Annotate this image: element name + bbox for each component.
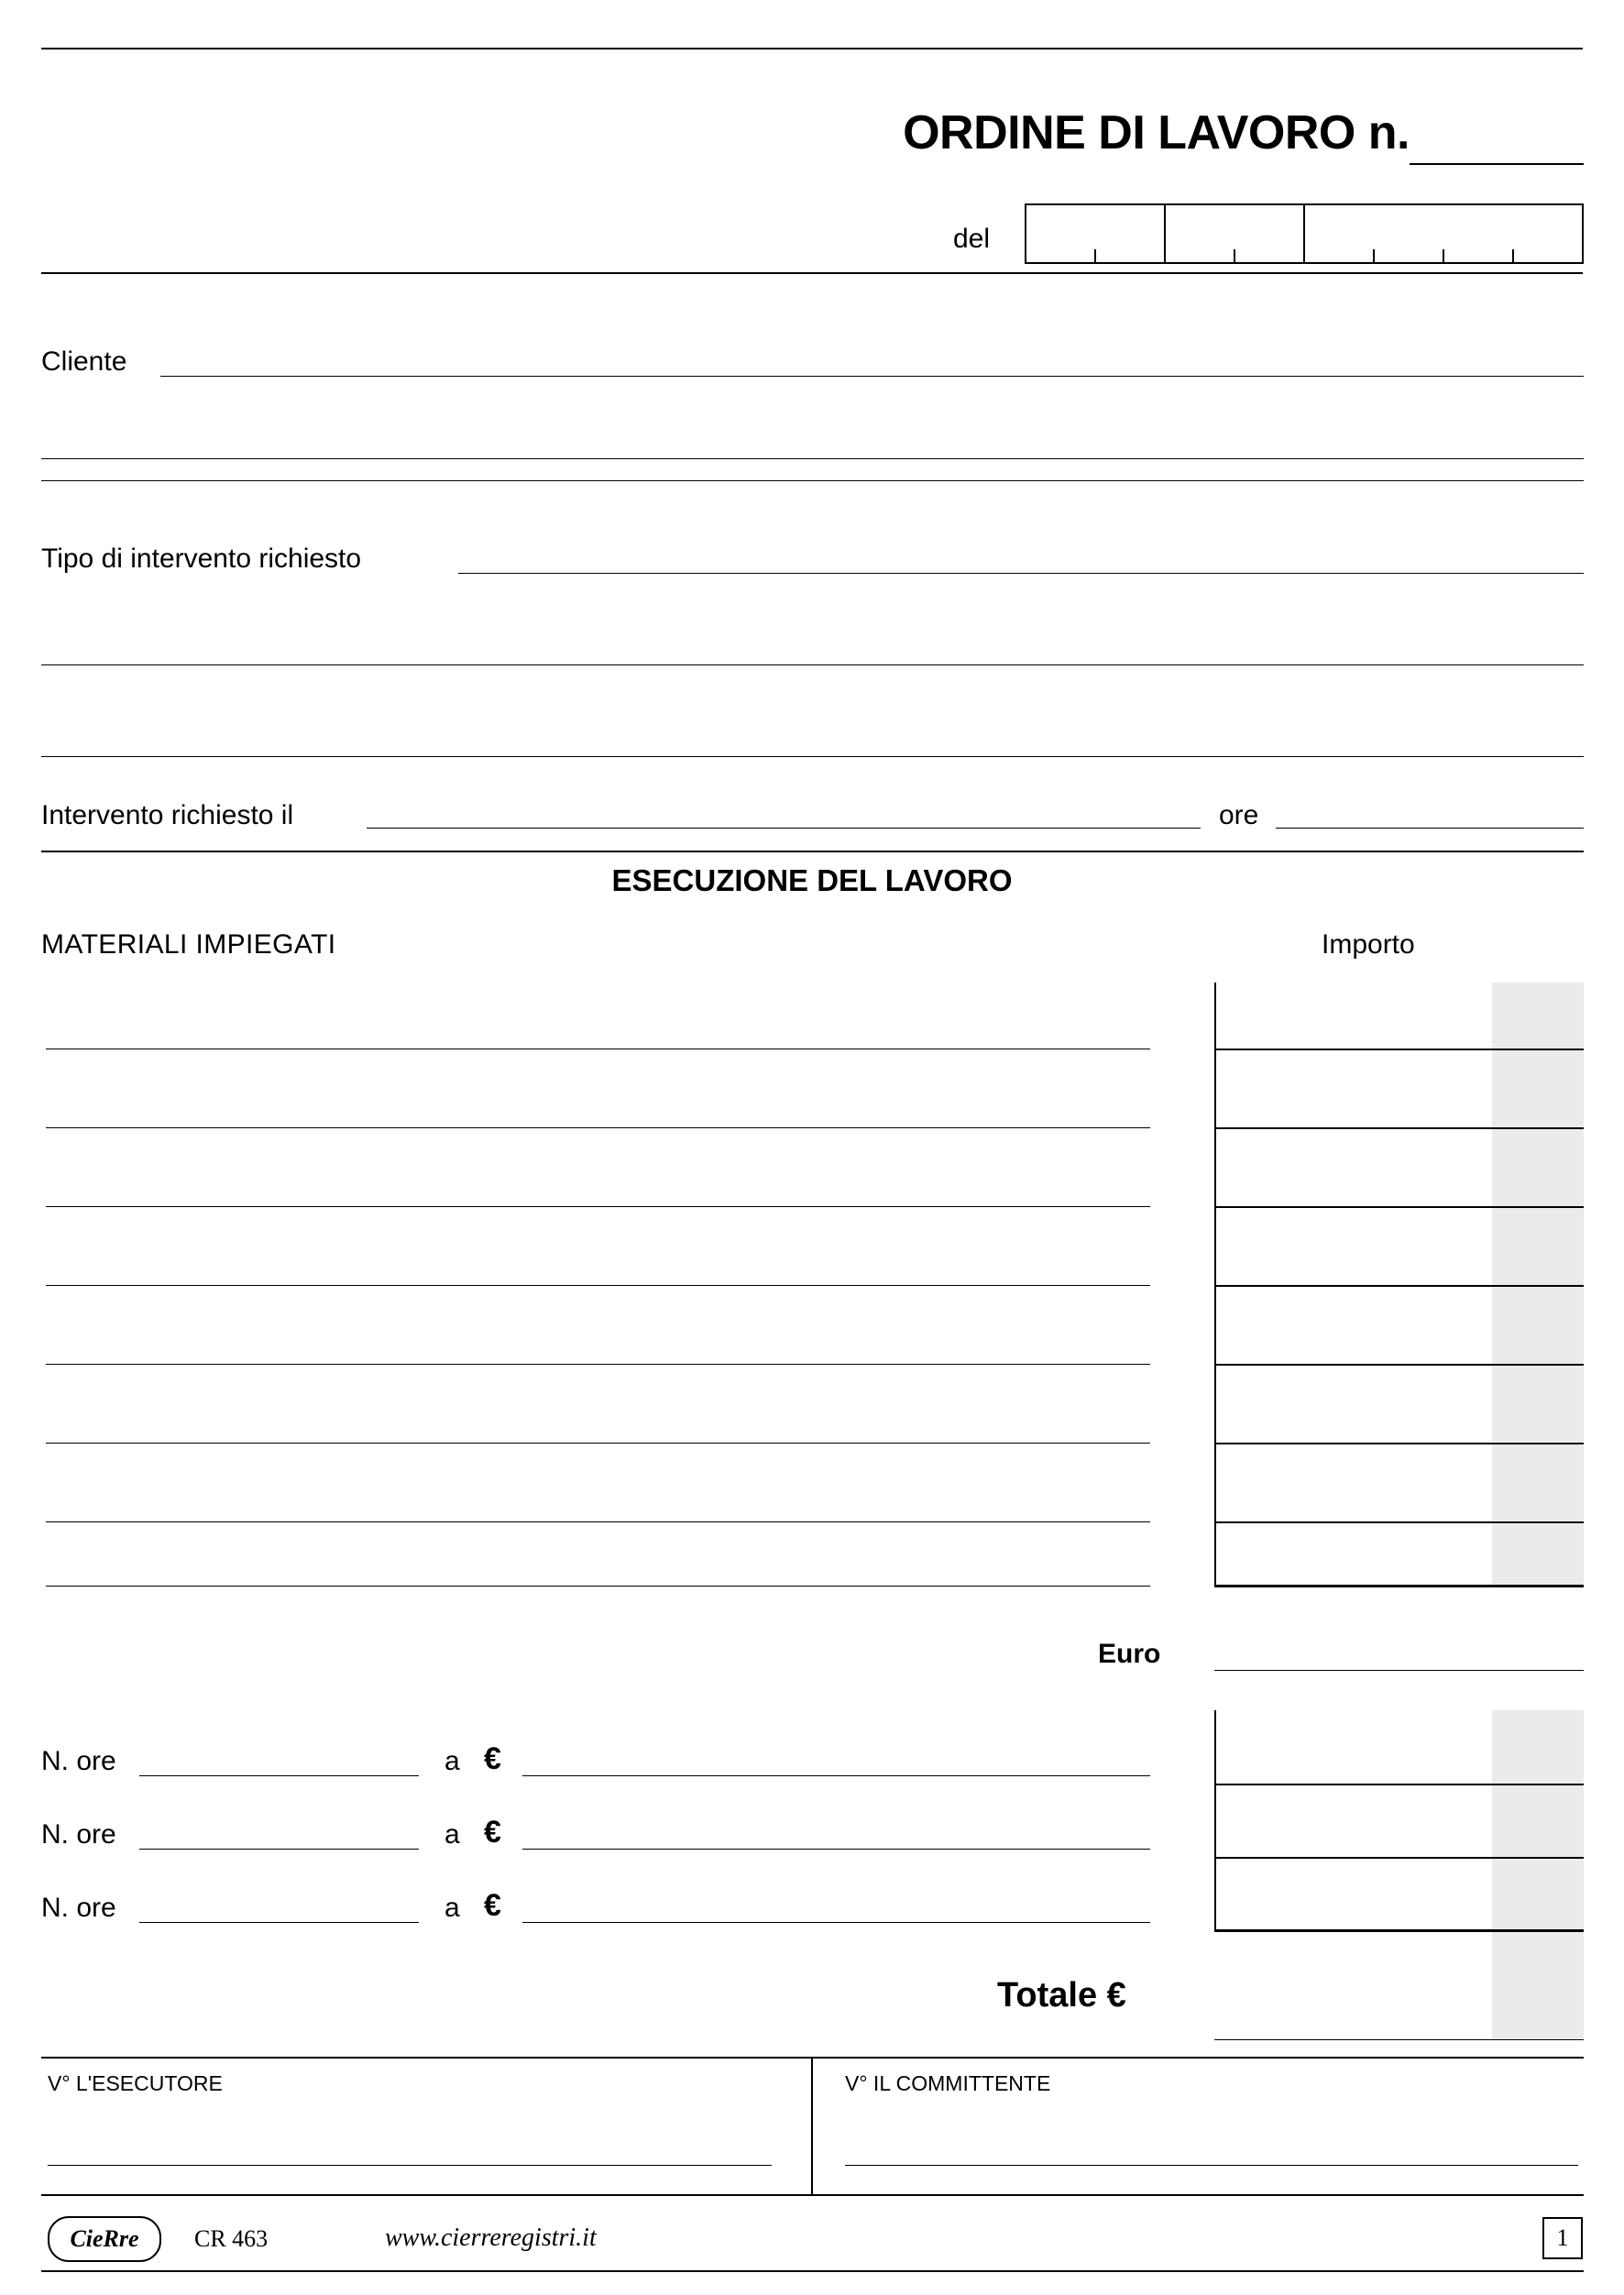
cliente-label: Cliente: [41, 346, 127, 377]
n-ore-label: N. ore: [41, 1893, 116, 1923]
tipo-intervento-input-line-3[interactable]: [41, 756, 1584, 757]
order-number-input-line[interactable]: [1410, 163, 1584, 165]
euro-subtotal-input-line[interactable]: [1214, 1670, 1584, 1671]
cierre-logo: CieRre: [48, 2216, 161, 2262]
page-title: ORDINE DI LAVORO n.: [903, 106, 1410, 159]
hours-amount-grid[interactable]: [1214, 1710, 1584, 1932]
importo-amount-grid[interactable]: [1214, 983, 1584, 1587]
n-ore-connector-label: a: [444, 1819, 460, 1850]
importo-grid-row-line: [1214, 1521, 1584, 1523]
n-ore-hours-input-line[interactable]: [139, 1849, 419, 1850]
n-ore-hours-input-line[interactable]: [139, 1922, 419, 1923]
ore-label: ore: [1219, 800, 1259, 830]
materiali-input-line[interactable]: [46, 1521, 1150, 1522]
header-bottom-rule: [41, 272, 1583, 274]
committente-signature-line[interactable]: [845, 2165, 1578, 2166]
signature-divider: [811, 2057, 813, 2194]
form-code: CR 463: [194, 2225, 269, 2252]
importo-grid-row-line: [1214, 1127, 1584, 1129]
totale-cents-column-shade: [1492, 1932, 1584, 2039]
euro-symbol-icon: €: [484, 1741, 501, 1776]
esecutore-signature-line[interactable]: [48, 2165, 772, 2166]
n-ore-rate-input-line[interactable]: [522, 1849, 1150, 1850]
euro-symbol-icon: €: [484, 1815, 501, 1850]
importo-grid-row-line: [1214, 1049, 1584, 1050]
bottom-border-rule: [41, 2270, 1584, 2272]
hours-grid-row-line: [1214, 1857, 1584, 1859]
n-ore-label: N. ore: [41, 1819, 116, 1850]
materiali-input-line[interactable]: [46, 1586, 1150, 1587]
materiali-input-line[interactable]: [46, 1127, 1150, 1128]
tipo-intervento-input-line-2[interactable]: [41, 664, 1584, 665]
n-ore-connector-label: a: [444, 1893, 460, 1923]
cliente-input-line-1[interactable]: [160, 376, 1584, 377]
date-input-boxes[interactable]: [1025, 203, 1584, 264]
website-url: www.cierreregistri.it: [385, 2224, 597, 2252]
importo-column-header: Importo: [1322, 929, 1415, 960]
hours-cents-column-shade: [1492, 1710, 1584, 1932]
section-title: ESECUZIONE DEL LAVORO: [611, 863, 1013, 897]
tipo-intervento-label: Tipo di intervento richiesto: [41, 544, 362, 574]
euro-symbol-icon: €: [484, 1888, 501, 1923]
totale-label-text: Totale: [997, 1976, 1098, 2015]
n-ore-label: N. ore: [41, 1746, 116, 1776]
cliente-input-line-2[interactable]: [41, 458, 1584, 459]
materiali-input-line[interactable]: [46, 1285, 1150, 1286]
importo-grid-row-line: [1214, 1206, 1584, 1208]
n-ore-hours-input-line[interactable]: [139, 1775, 419, 1776]
materiali-input-line[interactable]: [46, 1364, 1150, 1365]
euro-symbol-icon: €: [1106, 1976, 1126, 2015]
esecutore-signature-label: V° L'ESECUTORE: [48, 2071, 223, 2095]
importo-grid-row-line: [1214, 1443, 1584, 1444]
hours-grid-row-line: [1214, 1784, 1584, 1785]
hours-grid-left-border: [1214, 1710, 1216, 1932]
intervento-richiesto-label: Intervento richiesto il: [41, 800, 294, 830]
totale-input-line[interactable]: [1214, 2039, 1584, 2040]
materiali-input-line[interactable]: [46, 1206, 1150, 1207]
date-label: del: [953, 224, 991, 254]
importo-grid-row-line: [1214, 1364, 1584, 1366]
materiali-input-line[interactable]: [46, 1443, 1150, 1444]
page-number-badge: 1: [1542, 2217, 1583, 2259]
cliente-input-line-3[interactable]: [41, 480, 1584, 481]
n-ore-rate-input-line[interactable]: [522, 1922, 1150, 1923]
committente-signature-label: V° IL COMMITTENTE: [845, 2071, 1051, 2095]
n-ore-connector-label: a: [444, 1746, 460, 1776]
euro-subtotal-label: Euro: [1098, 1639, 1161, 1669]
totale-label: [997, 1978, 1126, 2013]
intervento-richiesto-input-line[interactable]: [367, 828, 1201, 829]
materiali-column-header: MATERIALI IMPIEGATI: [41, 929, 336, 960]
ore-input-line[interactable]: [1276, 828, 1584, 829]
signature-bottom-rule: [41, 2194, 1584, 2196]
tipo-intervento-input-line-1[interactable]: [458, 573, 1584, 574]
top-border-rule: [41, 48, 1583, 49]
section-top-rule: [41, 851, 1584, 852]
importo-grid-bottom-line: [1214, 1585, 1584, 1587]
importo-grid-row-line: [1214, 1285, 1584, 1287]
n-ore-rate-input-line[interactable]: [522, 1775, 1150, 1776]
